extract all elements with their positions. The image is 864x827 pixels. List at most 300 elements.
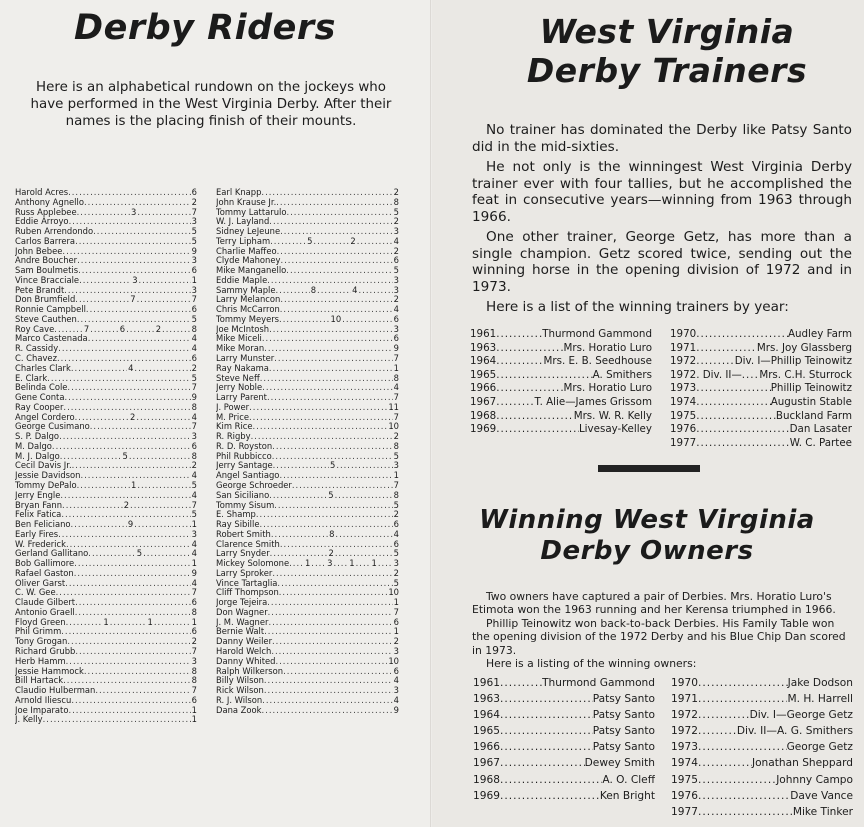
- leader-dots: [277, 247, 393, 257]
- leader-dots: [279, 315, 329, 325]
- leader-dots: [336, 461, 392, 471]
- placing-finish: 5: [328, 490, 334, 500]
- rider-name: Terry Lipham: [216, 236, 271, 246]
- placing-finish: 6: [119, 324, 126, 334]
- rider-row: [216, 618, 399, 628]
- rider-row: [216, 217, 399, 227]
- leader-dots: [137, 481, 190, 491]
- rider-row: [15, 647, 197, 657]
- rider-row: [15, 667, 197, 677]
- rider-row: [216, 588, 399, 598]
- placing-finish: 1: [191, 559, 197, 569]
- rider-row: [216, 627, 399, 637]
- rider-name: Ronnie Campbell: [15, 305, 86, 315]
- placing-finish: 8: [191, 666, 197, 676]
- rider-row: [216, 374, 399, 384]
- placing-finish: 3: [191, 256, 197, 266]
- rider-name: Carlos Barrera: [15, 236, 76, 246]
- leader-dots: [500, 788, 600, 804]
- placing-finish: 2: [350, 236, 356, 246]
- placing-finish: 1: [371, 559, 377, 569]
- rider-name: Dana Zook: [216, 705, 262, 715]
- rider-name: J. M. Wagner: [216, 617, 269, 627]
- placing-finish: 5: [191, 480, 197, 490]
- leader-dots: [67, 383, 190, 393]
- winner-name: Div. II—A. G. Smithers: [736, 725, 853, 738]
- leader-dots: [253, 422, 388, 432]
- trainer-row: [470, 342, 652, 356]
- owner-row: [671, 772, 853, 788]
- placing-finish: 8: [393, 441, 399, 451]
- leader-dots: [77, 256, 191, 266]
- placing-finish: 6: [191, 441, 197, 451]
- leader-dots: [262, 334, 393, 344]
- year: 1966: [470, 382, 497, 395]
- placing-finish: 3: [393, 324, 399, 334]
- leader-dots: [162, 325, 191, 335]
- placing-finish: 5: [329, 461, 336, 471]
- leader-dots: [268, 618, 392, 628]
- rider-name: Larry Melancon: [216, 295, 281, 305]
- trainers-paragraph-2: He not only is the winningest West Virginia Derby trainer ever with four tallies, but he accomplished the feat in consecutive years—winning from 1963 through 1966.: [472, 159, 852, 225]
- owner-row: [671, 691, 853, 707]
- leader-dots: [60, 491, 190, 501]
- year: 1964: [470, 355, 497, 368]
- placing-finish: 10: [388, 588, 399, 598]
- year: 1968: [470, 409, 497, 422]
- leader-dots: [696, 355, 735, 369]
- winner-name: A. Smithers: [592, 368, 652, 381]
- leader-dots: [84, 667, 191, 677]
- placing-finish: 10: [388, 422, 399, 432]
- placing-finish: 3: [393, 559, 399, 569]
- rider-row: [15, 657, 197, 667]
- rider-row: [216, 657, 399, 667]
- owners-paragraph-2: Phillip Teinowitz won back-to-back Derbies. His Family Table won the opening division of the 1972 Derby and his Blue Chip Dan scored in 1973.: [472, 616, 846, 657]
- rider-row: [216, 608, 399, 618]
- leader-dots: [65, 579, 190, 589]
- rider-name: M. Dalgo: [15, 441, 52, 451]
- rider-row: [15, 315, 197, 325]
- rider-row: [216, 364, 399, 374]
- rider-row: [216, 208, 399, 218]
- rider-row: [216, 393, 399, 403]
- placing-finish: 4: [191, 549, 197, 559]
- leader-dots: [269, 491, 327, 501]
- leader-dots: [71, 364, 127, 374]
- rider-name: J. Power: [216, 402, 250, 412]
- rider-row: [15, 393, 197, 403]
- owner-row: [473, 707, 655, 723]
- rider-row: [216, 686, 399, 696]
- rider-name: Ruben Arrendondo: [15, 227, 94, 237]
- rider-row: [216, 530, 399, 540]
- owners-list-1: [473, 675, 655, 804]
- placing-finish: 1: [349, 559, 355, 569]
- rider-row: [15, 354, 197, 364]
- trainer-row: [470, 396, 652, 410]
- leader-dots: [335, 491, 393, 501]
- leader-dots: [57, 354, 191, 364]
- placing-finish: 4: [393, 529, 399, 539]
- placing-finish: 3: [393, 646, 399, 656]
- rider-row: [216, 501, 399, 511]
- rider-row: [15, 422, 197, 432]
- leader-dots: [698, 788, 790, 804]
- leader-dots: [271, 647, 392, 657]
- rider-row: [216, 256, 399, 266]
- rider-row: [15, 217, 197, 227]
- leader-dots: [68, 188, 191, 198]
- rider-row: [15, 227, 197, 237]
- riders-title: Derby Riders: [74, 8, 336, 48]
- year: 1968: [473, 773, 500, 786]
- placing-finish: 6: [393, 314, 399, 324]
- rider-name: Ray Cooper: [15, 402, 64, 412]
- trainers-list-2: [670, 328, 852, 450]
- leader-dots: [696, 423, 789, 437]
- rider-name: Tony Grogan: [15, 637, 68, 647]
- year: 1969: [470, 423, 497, 436]
- rider-row: [15, 706, 197, 716]
- rider-name: Arnold Iliescu: [15, 695, 72, 705]
- placing-finish: 5: [191, 510, 197, 520]
- year: 1976: [670, 423, 697, 436]
- leader-dots: [280, 540, 393, 550]
- owners-paragraph-1: Two owners have captured a pair of Derbies. Mrs. Horatio Luro's Etimota won the 1963 running and her Kerensa triumphed in 1966.: [472, 590, 836, 617]
- rider-row: [15, 579, 197, 589]
- trainer-row: [670, 396, 852, 410]
- leader-dots: [71, 696, 190, 706]
- rider-name: Don Wagner: [216, 607, 268, 617]
- leader-dots: [264, 627, 393, 637]
- placing-finish: 1: [103, 617, 109, 627]
- leader-dots: [698, 739, 787, 755]
- leader-dots: [130, 501, 191, 511]
- leader-dots: [74, 559, 191, 569]
- owner-row: [671, 723, 853, 739]
- year: 1967: [473, 757, 500, 770]
- trainers-paragraph-4: Here is a list of the winning trainers by year:: [486, 299, 789, 315]
- leader-dots: [335, 530, 392, 540]
- rider-name: C. W. Gee: [15, 588, 56, 598]
- winner-name: Mrs. Horatio Luro: [563, 341, 652, 354]
- leader-dots: [77, 481, 130, 491]
- leader-dots: [249, 403, 387, 413]
- leader-dots: [274, 501, 392, 511]
- year: 1975: [671, 773, 698, 786]
- leader-dots: [311, 559, 326, 569]
- owner-row: [671, 707, 853, 723]
- leader-dots: [88, 549, 136, 559]
- rider-row: [15, 676, 197, 686]
- trainer-row: [670, 328, 852, 342]
- owner-row: [473, 691, 655, 707]
- rider-row: [15, 618, 197, 628]
- rider-row: [15, 383, 197, 393]
- leader-dots: [62, 501, 123, 511]
- leader-dots: [75, 608, 191, 618]
- placing-finish: 9: [393, 705, 399, 715]
- rider-name: John Bebee: [15, 246, 63, 256]
- rider-name: M. Price: [216, 412, 249, 422]
- rider-name: Mike Miceli: [216, 334, 262, 344]
- rider-name: Claude Gilbert: [15, 598, 76, 608]
- rider-name: Herb Hamm: [15, 656, 66, 666]
- trainer-row: [470, 382, 652, 396]
- placing-finish: 6: [393, 520, 399, 530]
- leader-dots: [84, 198, 191, 208]
- leader-dots: [279, 471, 392, 481]
- rider-row: [15, 608, 197, 618]
- rider-row: [216, 598, 399, 608]
- leader-dots: [77, 315, 191, 325]
- rider-name: R. Cassidy: [15, 344, 59, 354]
- placing-finish: 7: [83, 324, 90, 334]
- section-divider: [598, 465, 700, 472]
- rider-name: Floyd Green: [15, 617, 66, 627]
- winner-name: Buckland Farm: [775, 409, 852, 422]
- leader-dots: [274, 354, 392, 364]
- placing-finish: 3: [393, 686, 399, 696]
- rider-row: [15, 461, 197, 471]
- winner-name: Augustin Stable: [770, 395, 852, 408]
- rider-name: Felix Fatica: [15, 510, 62, 520]
- rider-row: [15, 696, 197, 706]
- placing-finish: 9: [127, 520, 134, 530]
- leader-dots: [126, 325, 155, 335]
- rider-row: [15, 334, 197, 344]
- leader-dots: [496, 328, 542, 342]
- rider-name: Mike Moran: [216, 344, 265, 354]
- rider-name: M. J. Dalgo: [15, 451, 60, 461]
- placing-finish: 2: [328, 549, 334, 559]
- placing-finish: 6: [393, 666, 399, 676]
- rider-row: [216, 647, 399, 657]
- placing-finish: 5: [393, 266, 399, 276]
- rider-name: Tommy Lattarulo: [216, 207, 287, 217]
- placing-finish: 5: [191, 227, 197, 237]
- rider-row: [216, 559, 399, 569]
- leader-dots: [136, 413, 190, 423]
- rider-row: [15, 403, 197, 413]
- leader-dots: [698, 723, 737, 739]
- rider-row: [15, 530, 197, 540]
- rider-row: [216, 198, 399, 208]
- leader-dots: [698, 772, 776, 788]
- placing-finish: 4: [191, 578, 197, 588]
- leader-dots: [268, 608, 393, 618]
- rider-row: [15, 471, 197, 481]
- rider-name: Danny Whited: [216, 656, 276, 666]
- leader-dots: [66, 540, 191, 550]
- leader-dots: [335, 549, 393, 559]
- rider-name: Ralph Wilkerson: [216, 666, 284, 676]
- placing-finish: 8: [191, 402, 197, 412]
- placing-finish: 4: [128, 363, 134, 373]
- placing-finish: 8: [393, 197, 399, 207]
- placing-finish: 7: [393, 412, 399, 422]
- placing-finish: 2: [191, 461, 197, 471]
- rider-row: [216, 344, 399, 354]
- riders-column-2: [216, 188, 399, 715]
- placing-finish: 3: [393, 461, 399, 471]
- year: 1974: [670, 395, 697, 408]
- rider-row: [15, 549, 197, 559]
- leader-dots: [280, 305, 393, 315]
- leader-dots: [134, 364, 190, 374]
- rider-name: Antonio Graell: [15, 607, 75, 617]
- leader-dots: [134, 520, 190, 530]
- rider-name: E. Clark: [15, 373, 48, 383]
- owner-row: [473, 723, 655, 739]
- placing-finish: 2: [393, 217, 399, 227]
- rider-row: [216, 520, 399, 530]
- rider-name: E. Shamp: [216, 510, 256, 520]
- placing-finish: 5: [393, 549, 399, 559]
- leader-dots: [72, 461, 191, 471]
- placing-finish: 4: [393, 236, 399, 246]
- year: 1966: [473, 741, 500, 754]
- leader-dots: [289, 559, 304, 569]
- placing-finish: 4: [191, 412, 197, 422]
- placing-finish: 2: [155, 324, 162, 334]
- owners-title-line-1: Winning West Virginia: [479, 505, 815, 535]
- winner-name: A. O. Cleff: [602, 773, 655, 786]
- rider-name: Mickey Solomone: [216, 559, 290, 569]
- rider-row: [216, 247, 399, 257]
- winner-name: T. Alie—James Grissom: [534, 395, 652, 408]
- leader-dots: [95, 686, 190, 696]
- leader-dots: [262, 696, 392, 706]
- leader-dots: [60, 452, 122, 462]
- leader-dots: [59, 432, 191, 442]
- rider-name: W. J. Layland: [216, 217, 270, 227]
- placing-finish: 5: [191, 236, 197, 246]
- leader-dots: [272, 442, 392, 452]
- leader-dots: [63, 676, 191, 686]
- leader-dots: [260, 374, 393, 384]
- leader-dots: [249, 413, 393, 423]
- trainer-row: [670, 369, 852, 383]
- leader-dots: [500, 707, 593, 723]
- placing-finish: 4: [393, 305, 399, 315]
- year: 1970: [671, 677, 698, 689]
- leader-dots: [78, 266, 191, 276]
- placing-finish: 4: [393, 676, 399, 686]
- rider-name: Larry Parent: [216, 393, 267, 403]
- rider-name: Vince Bracciale: [15, 275, 80, 285]
- rider-row: [15, 540, 197, 550]
- rider-name: Cecil Davis Jr.: [15, 461, 72, 471]
- rider-name: Angel Cordero: [15, 412, 75, 422]
- winner-name: Johnny Campo: [776, 773, 853, 786]
- placing-finish: 10: [330, 314, 342, 324]
- placing-finish: 8: [191, 451, 197, 461]
- owner-row: [473, 675, 655, 691]
- placing-finish: 8: [191, 676, 197, 686]
- rider-name: Larry Sproker: [216, 568, 273, 578]
- rider-row: [15, 374, 197, 384]
- leader-dots: [272, 637, 393, 647]
- rider-name: Chris McCarron: [216, 305, 280, 315]
- year: 1963: [470, 341, 497, 354]
- rider-row: [15, 481, 197, 491]
- rider-row: [15, 491, 197, 501]
- placing-finish: 7: [130, 295, 136, 305]
- rider-row: [216, 540, 399, 550]
- rider-name: Harold Acres: [15, 188, 69, 197]
- placing-finish: 6: [191, 188, 197, 197]
- rider-name: Tommy DePalo: [15, 480, 77, 490]
- rider-name: Ray Sibille: [216, 520, 260, 530]
- rider-name: Bryan Fann: [15, 500, 63, 510]
- placing-finish: 4: [191, 539, 197, 549]
- placing-finish: 2: [393, 637, 399, 647]
- rider-row: [15, 452, 197, 462]
- owner-row: [473, 755, 655, 771]
- placing-finish: 2: [191, 197, 197, 207]
- owner-row: [671, 739, 853, 755]
- placing-finish: 2: [191, 637, 197, 647]
- placing-finish: 7: [191, 207, 197, 217]
- rider-row: [15, 364, 197, 374]
- riders-intro: Here is an alphabetical rundown on the jockeys who have performed in the West Virginia Derby. After their names is the placing finish of their mounts.: [30, 80, 392, 129]
- placing-finish: 8: [191, 324, 197, 334]
- rider-name: Bob Gallimore: [15, 559, 75, 569]
- placing-finish: 8: [393, 490, 399, 500]
- rider-row: [216, 471, 399, 481]
- leader-dots: [90, 422, 191, 432]
- leader-dots: [313, 237, 349, 247]
- rider-row: [216, 383, 399, 393]
- rider-name: Oliver Garst: [15, 578, 66, 588]
- year: 1977: [671, 805, 698, 818]
- rider-name: W. Frederick: [15, 539, 66, 549]
- placing-finish: 1: [393, 471, 399, 481]
- year: 1972: [671, 709, 698, 722]
- placing-finish: 2: [393, 188, 399, 197]
- rider-name: Phil Rubbicco: [216, 451, 272, 461]
- rider-name: Phil Grimm: [15, 627, 62, 637]
- rider-name: Vince Tartaglia: [216, 578, 278, 588]
- year: 1972: [671, 725, 698, 738]
- rider-row: [15, 442, 197, 452]
- rider-row: [15, 588, 197, 598]
- winner-name: Audley Farm: [787, 328, 852, 340]
- trainers-title-line-2: Derby Trainers: [526, 51, 808, 90]
- owners-text: [472, 590, 854, 670]
- winner-name: Livesay-Kelley: [578, 423, 652, 436]
- leader-dots: [262, 706, 393, 716]
- rider-name: J. Kelly: [15, 715, 43, 725]
- leader-dots: [280, 227, 393, 237]
- rider-row: [216, 442, 399, 452]
- placing-finish: 6: [191, 305, 197, 315]
- rider-name: Bill Hartack: [15, 676, 64, 686]
- leader-dots: [129, 452, 191, 462]
- winner-name: Dave Vance: [790, 789, 853, 802]
- placing-finish: 5: [393, 500, 399, 510]
- rider-row: [216, 266, 399, 276]
- rider-row: [216, 305, 399, 315]
- leader-dots: [68, 706, 190, 716]
- placing-finish: 1: [147, 617, 153, 627]
- leader-dots: [500, 755, 585, 771]
- rider-row: [15, 413, 197, 423]
- leader-dots: [496, 342, 563, 356]
- placing-finish: 5: [393, 578, 399, 588]
